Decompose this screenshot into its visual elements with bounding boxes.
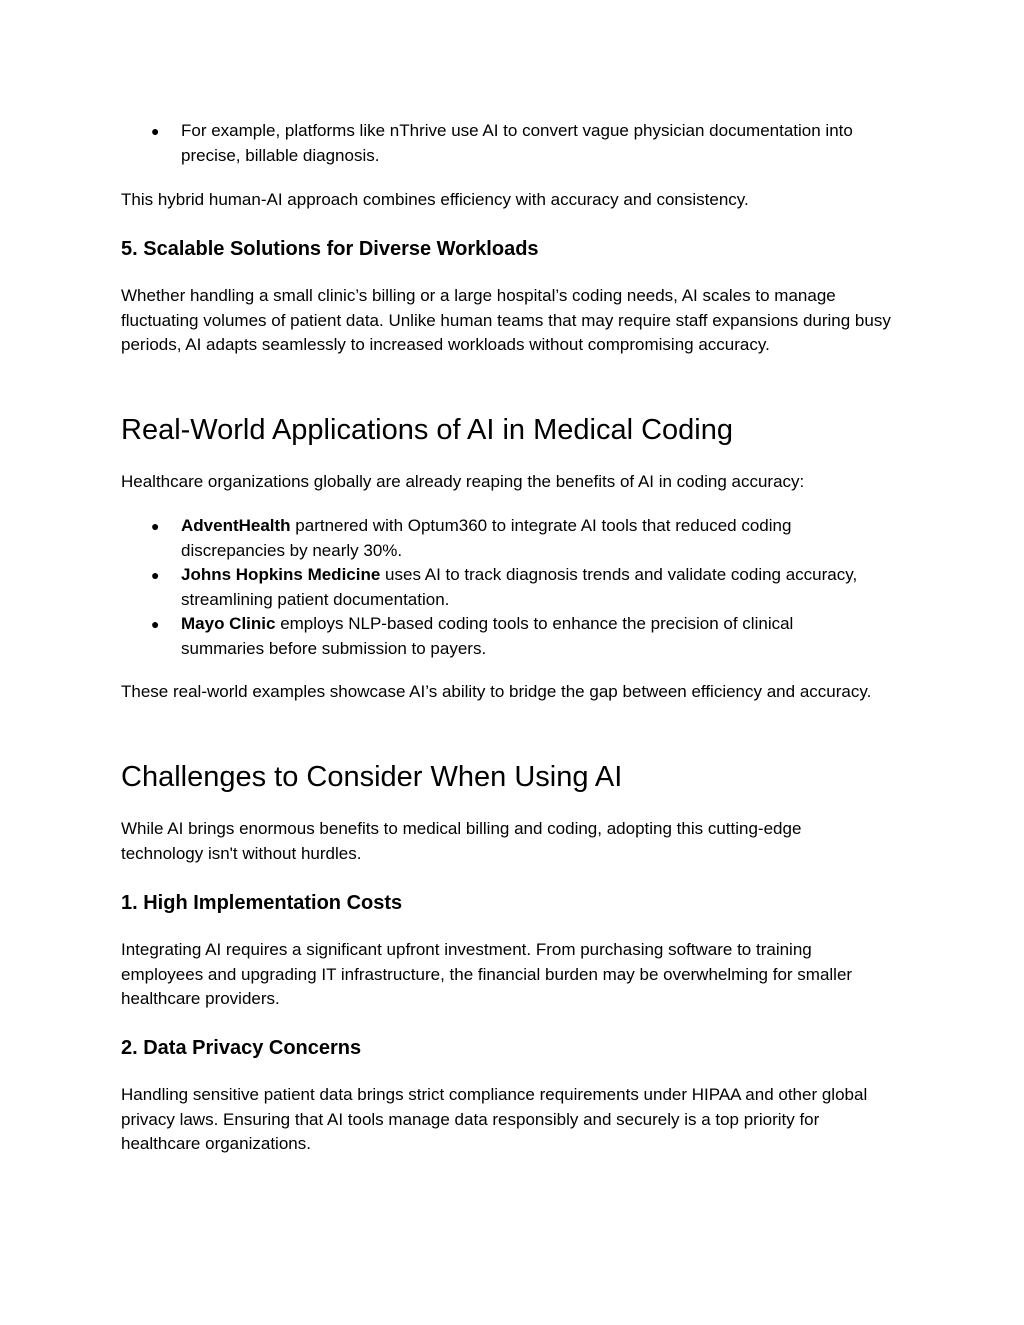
bullet-icon: ● (151, 123, 160, 139)
real-world-heading: Real-World Applications of AI in Medical Coding (121, 414, 734, 446)
list-item (121, 514, 881, 563)
challenge2-body: Handling sensitive patient data brings strict compliance requirements under HIPAA and other global privacy laws. Ensuring that AI tools manage data responsibly and securely is a top priority for healthcare organizations. (121, 1085, 868, 1153)
real-world-intro: Healthcare organizations globally are already reaping the benefits of AI in coding accuracy: (121, 472, 805, 491)
real-world-list (121, 514, 881, 661)
challenge2-heading: 2. Data Privacy Concerns (121, 1037, 362, 1059)
bullet-icon: ● (151, 616, 160, 632)
challenge1-heading: 1. High Implementation Costs (121, 892, 403, 914)
section5-heading: 5. Scalable Solutions for Diverse Workloads (121, 238, 539, 260)
list-item-text: employs NLP-based coding tools to enhance the precision of clinical summaries before submission to payers. (181, 614, 794, 658)
list-item-text: For example, platforms like nThrive use AI to convert vague physician documentation into precise, billable diagnosis. (181, 121, 853, 165)
challenges-heading: Challenges to Consider When Using AI (121, 761, 623, 793)
challenges-intro: While AI brings enormous benefits to medical billing and coding, adopting this cutting-edge technology isn't without hurdles. (121, 819, 802, 863)
org-name: Mayo Clinic (181, 614, 276, 633)
list-item-text: uses AI to track diagnosis trends and validate coding accuracy, streamlining patient documentation. (181, 565, 858, 609)
intro-bullet-list (121, 119, 881, 168)
bullet-icon: ● (151, 518, 160, 534)
list-item (121, 612, 881, 661)
section5-body: Whether handling a small clinic’s billing or a large hospital’s coding needs, AI scales to manage fluctuating volumes of patient data. Unlike human teams that may require staff expansions during busy periods, AI adapts seamlessly to increased workloads without compromising accuracy. (121, 286, 891, 354)
list-item (121, 119, 881, 168)
list-item-text: partnered with Optum360 to integrate AI tools that reduced coding discrepancies by nearly 30%. (181, 516, 792, 560)
real-world-summary: These real-world examples showcase AI’s ability to bridge the gap between efficiency and accuracy. (121, 682, 872, 701)
challenge1-body: Integrating AI requires a significant upfront investment. From purchasing software to training employees and upgrading IT infrastructure, the financial burden may be overwhelming for smaller healthcare providers. (121, 940, 853, 1008)
bullet-icon: ● (151, 567, 160, 583)
org-name: Johns Hopkins Medicine (181, 565, 381, 584)
list-item (121, 563, 881, 612)
intro-summary: This hybrid human-AI approach combines efficiency with accuracy and consistency. (121, 190, 749, 209)
org-name: AdventHealth (181, 516, 291, 535)
